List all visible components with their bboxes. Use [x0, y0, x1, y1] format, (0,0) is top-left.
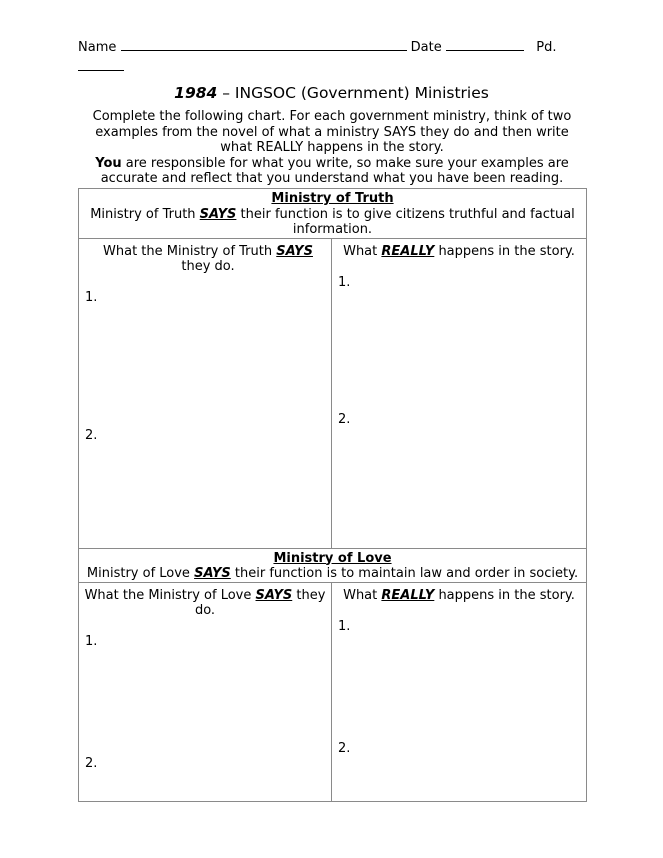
truth-really-cell[interactable]: [332, 238, 587, 548]
head-prefix: What the Ministry of Truth: [103, 243, 277, 259]
title-year: 1984: [174, 84, 218, 102]
desc-suffix: their function is to give citizens truthful and factual information.: [236, 206, 575, 237]
desc-suffix: their function is to maintain law and order in society.: [230, 566, 579, 581]
instructions-line-1: Complete the following chart. For each government ministry, think of two examples from the novel of what a ministry SAYS they do and then write what REALLY happens in the story.: [92, 109, 572, 155]
ministry-of-love-header: [79, 548, 587, 582]
title-rest: – INGSOC (Government) Ministries: [217, 84, 489, 102]
desc-prefix: Ministry of Love: [86, 566, 195, 581]
instructions-line-2: [86, 156, 578, 187]
desc-prefix: Ministry of Truth: [90, 206, 200, 222]
head-prefix: What: [343, 243, 382, 259]
head-suffix: they do.: [194, 587, 326, 618]
date-blank[interactable]: [446, 38, 524, 51]
column-header: [79, 239, 331, 275]
column-header: [79, 583, 331, 619]
name-label: Name: [78, 40, 117, 55]
list-item-number: 2.: [338, 740, 351, 756]
list-item-number: 2.: [85, 427, 98, 443]
truth-says-cell[interactable]: [79, 238, 332, 548]
head-prefix: What: [343, 587, 382, 603]
student-info-header: [78, 38, 598, 78]
column-header: [332, 583, 586, 604]
desc-says: SAYS: [199, 206, 237, 222]
instructions-rest: are responsible for what you write, so make sure your examples are accurate and reflect that you understand what you have been reading.: [100, 155, 569, 186]
head-prefix: What the Ministry of Love: [84, 587, 256, 603]
head-really: REALLY: [381, 243, 435, 259]
column-header: [332, 239, 586, 260]
love-says-cell[interactable]: [79, 582, 332, 801]
head-suffix: happens in the story.: [434, 243, 575, 259]
head-says: SAYS: [255, 587, 293, 603]
list-item-number: 2.: [338, 411, 351, 427]
section-title: Ministry of Love: [273, 550, 392, 566]
head-suffix: happens in the story.: [434, 587, 575, 603]
head-suffix: they do.: [181, 259, 235, 274]
list-item-number: 1.: [338, 274, 351, 290]
page-title: [0, 84, 663, 102]
instructions: [86, 109, 578, 187]
instructions-you: You: [95, 155, 122, 171]
list-item-number: 2.: [85, 755, 98, 771]
list-item-number: 1.: [85, 289, 98, 305]
head-really: REALLY: [381, 587, 435, 603]
head-says: SAYS: [276, 243, 313, 259]
period-blank[interactable]: [78, 58, 124, 71]
section-description: [83, 207, 582, 238]
love-really-cell[interactable]: [332, 582, 587, 801]
name-blank[interactable]: [121, 38, 407, 51]
section-description: [83, 566, 582, 582]
period-label: Pd.: [536, 40, 557, 55]
section-title: Ministry of Truth: [271, 191, 394, 206]
desc-says: SAYS: [194, 566, 231, 581]
ministries-chart: [78, 188, 587, 802]
list-item-number: 1.: [338, 618, 351, 634]
ministry-of-truth-header: [79, 189, 587, 239]
list-item-number: 1.: [85, 633, 98, 649]
date-label: Date: [410, 40, 442, 55]
